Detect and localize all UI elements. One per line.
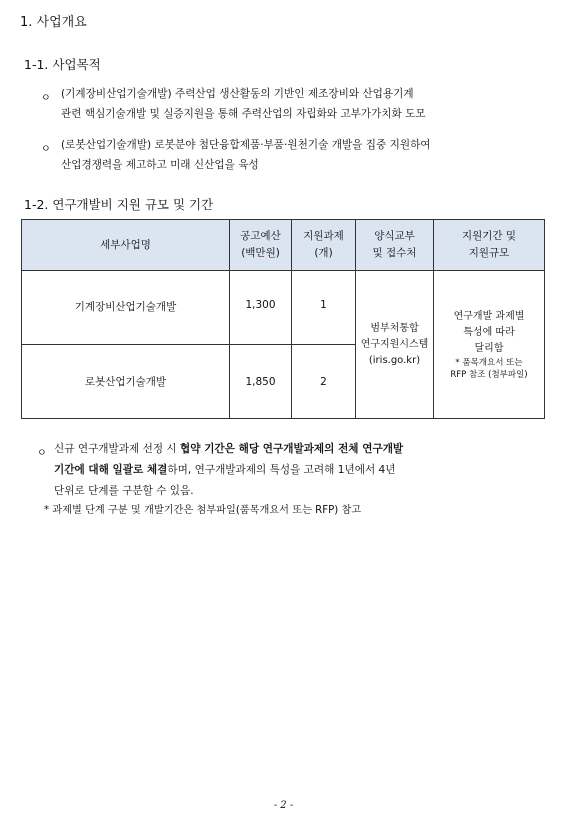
table-row <box>22 271 545 345</box>
header-tasks-unit: (개) <box>314 247 333 259</box>
header-submit-line: 양식교부 <box>374 230 415 242</box>
budget-table <box>21 219 545 419</box>
submit-line: 연구지원시스템 <box>360 338 429 350</box>
header-tasks <box>292 220 356 271</box>
subsection-title-purpose: 1-1. 사업목적 <box>24 57 101 72</box>
submit-cell <box>356 271 434 419</box>
page-number: - 2 - <box>273 800 294 811</box>
purpose-item-line: 관련 핵심기술개발 및 실증지원을 통해 주력산업의 자립화와 고부가가치화 도모 <box>61 108 426 120</box>
period-line: 달리함 <box>474 342 504 354</box>
note-emphasis: 기간에 대해 일괄로 체결 <box>54 464 168 476</box>
header-name: 세부사업명 <box>22 220 230 271</box>
note-text: 신규 연구개발과제 선정 시 <box>54 443 181 455</box>
row-tasks: 2 <box>292 345 356 419</box>
row-name: 로봇산업기술개발 <box>22 345 230 419</box>
section-title: 1. 사업개요 <box>20 15 87 30</box>
header-budget-unit: (백만원) <box>241 247 280 259</box>
header-period-line: 지원규모 <box>468 247 510 259</box>
note-emphasis: 협약 기간은 해당 연구개발과제의 전체 연구개발 <box>180 443 404 455</box>
subsection-title-budget: 1-2. 연구개발비 지원 규모 및 기간 <box>24 197 214 212</box>
header-budget <box>230 220 292 271</box>
header-budget-line: 공고예산 <box>240 230 281 242</box>
purpose-item-line: (로봇산업기술개발) 로봇분야 첨단융합제품·부품·원천기술 개발을 집중 지원하여 <box>61 139 431 151</box>
period-note: RFP 참조 (첨부파일) <box>450 369 528 380</box>
table-header-row <box>22 220 545 271</box>
purpose-item-line: (기계장비산업기술개발) 주력산업 생산활동의 기반인 제조장비와 산업용기계 <box>61 88 414 100</box>
note-text: 하며, 연구개발과제의 특성을 고려해 1년에서 4년 <box>167 464 396 476</box>
header-tasks-line: 지원과제 <box>303 230 344 242</box>
row-budget: 1,850 <box>230 345 292 419</box>
note-line: 단위로 단계를 구분할 수 있음. <box>54 485 194 497</box>
bullet-marker: ㅇ <box>41 144 51 155</box>
bullet-marker: ㅇ <box>41 93 51 104</box>
period-cell <box>434 271 545 419</box>
purpose-item-line: 산업경쟁력을 제고하고 미래 신산업을 육성 <box>61 159 259 171</box>
submit-site: (iris.go.kr) <box>368 354 421 366</box>
bullet-marker: ㅇ <box>37 448 47 459</box>
period-line: 연구개발 과제별 <box>453 310 525 322</box>
footnote: * 과제별 단계 구분 및 개발기간은 첨부파일(품목개요서 또는 RFP) 참고 <box>44 505 362 516</box>
period-note: * 품목개요서 또는 <box>455 357 523 368</box>
row-budget: 1,300 <box>230 271 292 345</box>
submit-line: 범부처통합 <box>370 322 419 334</box>
row-name: 기계장비산업기술개발 <box>22 271 230 345</box>
header-period <box>434 220 545 271</box>
period-line: 특성에 따라 <box>463 326 515 338</box>
header-submit-line: 및 접수처 <box>372 247 417 259</box>
header-submit <box>356 220 434 271</box>
row-tasks: 1 <box>292 271 356 345</box>
header-period-line: 지원기간 및 <box>461 230 517 242</box>
